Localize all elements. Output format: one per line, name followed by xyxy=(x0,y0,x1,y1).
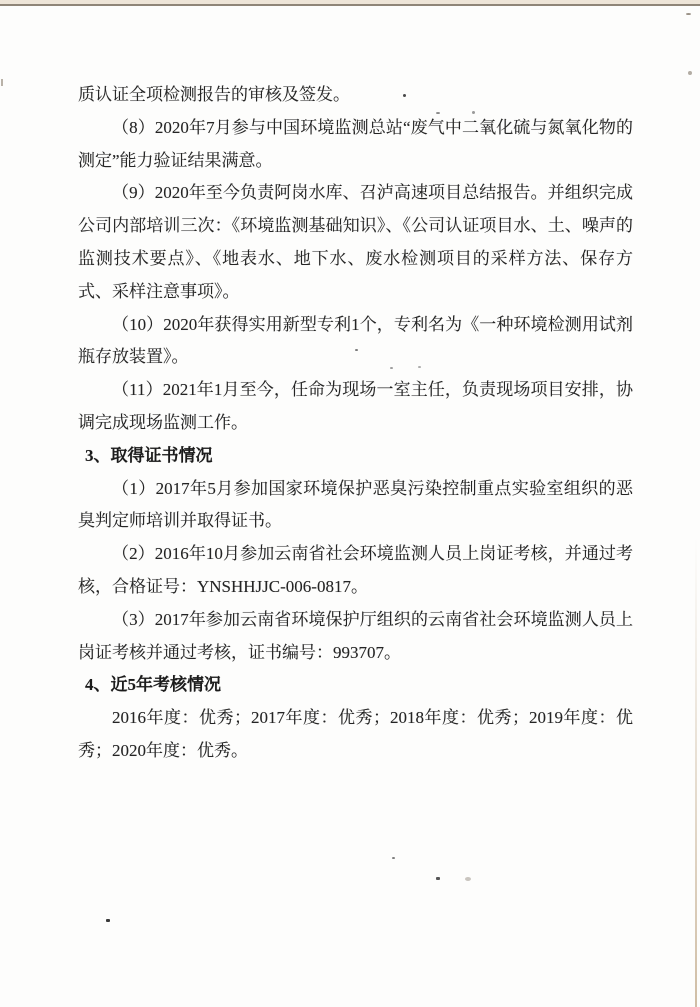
scan-speck xyxy=(355,349,358,351)
scan-speck xyxy=(1,79,3,86)
scan-speck xyxy=(106,919,110,922)
scan-speck xyxy=(436,112,440,114)
section-heading-certificates: 3、取得证书情况 xyxy=(85,445,213,465)
section-heading-assessments: 4、近5年考核情况 xyxy=(85,675,221,695)
paragraph-item-8: （8）2020年7月参与中国环境监测总站“废气中二氧化硫与氮氧化物的测定”能力验证结果满意。 xyxy=(78,117,633,170)
scan-right-paper-edge xyxy=(695,537,697,1007)
scan-speck xyxy=(390,367,393,369)
scan-speck xyxy=(392,857,395,859)
document-body xyxy=(78,79,633,768)
scan-speck xyxy=(436,877,440,880)
scan-speck xyxy=(472,111,475,114)
scan-speck xyxy=(465,877,471,881)
paragraph-certificate-2: （2）2016年10月参加云南省社会环境监测人员上岗证考核，并通过考核，合格证号：YNSHHJJC-006-0817。 xyxy=(78,544,633,596)
scan-speck xyxy=(686,13,691,15)
paragraph-item-11: （11）2021年1月至今，任命为现场一室主任，负责现场项目安排，协调完成现场监测工作。 xyxy=(78,380,633,432)
scan-top-edge xyxy=(0,0,700,6)
paragraph-continuation: 质认证全项检测报告的审核及签发。 xyxy=(78,85,350,104)
scan-speck xyxy=(418,366,421,368)
paragraph-certificate-3: （3）2017年参加云南省环境保护厅组织的云南省社会环境监测人员上岗证考核并通过考核，证书编号：993707。 xyxy=(78,609,633,662)
paragraph-item-10: （10）2020年获得实用新型专利1个，专利名为《一种环境检测用试剂瓶存放装置》。 xyxy=(78,314,633,367)
paragraph-item-9: （9）2020年至今负责阿岗水库、召泸高速项目总结报告。并组织完成公司内部培训三次：《环境监测基础知识》、《公司认证项目水、土、噪声的监测技术要点》、《地表水、地下水、废水检测项目的采样方法、保存方式、采样注意事项》。 xyxy=(78,183,633,301)
scan-speck xyxy=(688,71,692,75)
paragraph-certificate-1: （1）2017年5月参加国家环境保护恶臭污染控制重点实验室组织的恶臭判定师培训并取得证书。 xyxy=(78,478,633,531)
scan-speck xyxy=(403,94,406,97)
paragraph-annual-assessments: 2016年度：优秀；2017年度：优秀；2018年度：优秀；2019年度：优秀；2020年度：优秀。 xyxy=(78,708,633,760)
